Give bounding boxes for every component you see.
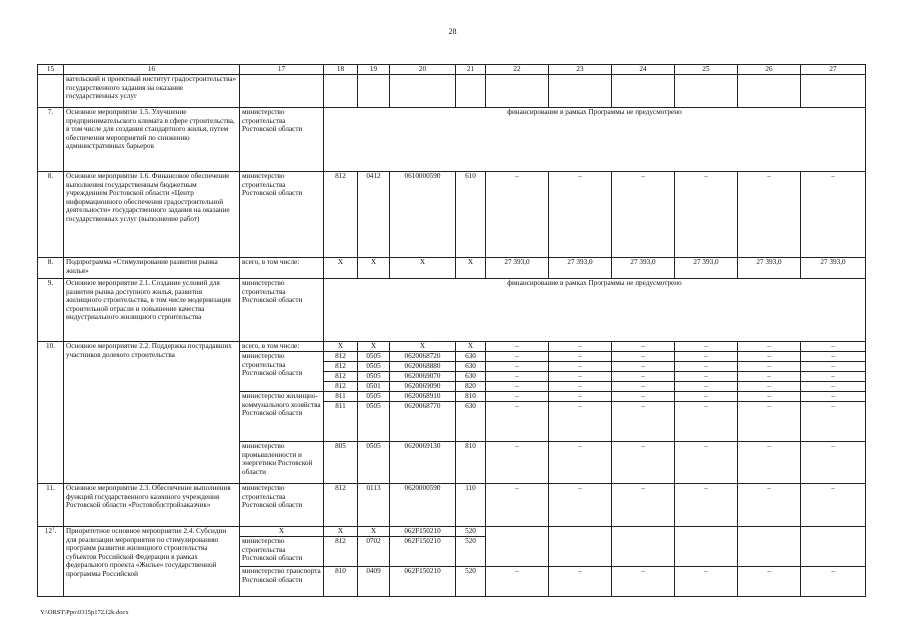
cell-csr: 062F150210 — [390, 527, 456, 537]
cell-value: – — [612, 382, 675, 392]
cell-rzpr: 0505 — [358, 352, 390, 362]
cell-value: – — [612, 442, 675, 484]
cell-value: – — [738, 372, 801, 382]
cell-vr: 630 — [456, 402, 486, 442]
cell-value: – — [738, 402, 801, 442]
row-number: 9. — [38, 279, 64, 342]
cell-csr: 0620069090 — [390, 382, 456, 392]
cell-vr: X — [456, 342, 486, 352]
cell-vr: 820 — [456, 382, 486, 392]
table-row — [38, 484, 866, 527]
cell-value: – — [612, 484, 675, 527]
cell-vr: 610 — [456, 172, 486, 258]
col-header: 15 — [38, 65, 64, 75]
cell-rzpr: 0412 — [358, 172, 390, 258]
cell-value: – — [486, 392, 549, 402]
cell-vr: 810 — [456, 442, 486, 484]
row-number-superscript: 1 — [51, 526, 55, 532]
cell-csr: 0620068880 — [390, 362, 456, 372]
cell-grbs: 812 — [324, 484, 358, 527]
cell-value: – — [738, 172, 801, 258]
col-header: 20 — [390, 65, 456, 75]
table-row — [38, 279, 866, 342]
cell-value: – — [549, 352, 612, 362]
row-description: Основное мероприятие 1.6. Финансовое обеспечение выполнения государственным бюджетным учреждением Ростовской области «Центр информационного обеспечения градостроительной деятельности» государственного задания на оказание государственных услуг (выполнение работ) — [64, 172, 240, 258]
cell-value: – — [675, 372, 738, 382]
row-description: Основное мероприятие 1.5. Улучшение предпринимательского климата в сфере строительства, в том числе для создания стандартного жилья, путем обеспечения мероприятий по снижению административных барьеров — [64, 108, 240, 172]
table-row — [38, 258, 866, 279]
cell-value: – — [675, 382, 738, 392]
cell-value: 27 393,0 — [675, 258, 738, 279]
cell-rzpr: 0505 — [358, 402, 390, 442]
budget-table — [37, 64, 866, 597]
cell-value: 27 393,0 — [549, 258, 612, 279]
col-header: 25 — [675, 65, 738, 75]
cell-value: – — [612, 402, 675, 442]
cell-value: – — [612, 172, 675, 258]
cell-rzpr: 0501 — [358, 382, 390, 392]
cell-value: – — [486, 362, 549, 372]
row-executor: министерство строительства Ростовской области — [240, 279, 324, 342]
row-number: 11. — [38, 484, 64, 527]
cell-rzpr: 0505 — [358, 362, 390, 372]
row-description: Основное мероприятие 2.2. Поддержка пострадавших участников долевого строительства — [64, 342, 240, 484]
cell-value: – — [549, 172, 612, 258]
cell-rzpr: 0505 — [358, 372, 390, 382]
cell-value: – — [801, 342, 866, 352]
cell-value: – — [675, 442, 738, 484]
cell-value: – — [612, 362, 675, 372]
row-executor: X — [240, 527, 324, 537]
row-description: Подпрограмма «Стимулирование развития рынка жилья» — [64, 258, 240, 279]
cell-csr: 0620068770 — [390, 402, 456, 442]
page-number: 28 — [448, 27, 457, 36]
cell-grbs: X — [324, 527, 358, 537]
row-description: Приоритетное основное мероприятие 2.4. Субсидии для реализации мероприятия по стимулированию программ развития жилищного строительства субъектов Российской Федерации в рамках федерального проекта «Жилье» государственной программы Российской — [64, 527, 240, 597]
row-number: $12^1$. — [38, 527, 64, 597]
table-row — [38, 342, 866, 352]
cell-vr: 520 — [456, 537, 486, 567]
cell-value: – — [549, 372, 612, 382]
col-header: 27 — [801, 65, 866, 75]
cell-value: – — [486, 484, 549, 527]
col-header: 19 — [358, 65, 390, 75]
cell-value: – — [549, 342, 612, 352]
cell-rzpr: X — [358, 342, 390, 352]
cell-grbs: 812 — [324, 172, 358, 258]
cell-rzpr: 0409 — [358, 567, 390, 597]
row-executor: министерство транспорта Ростовской области — [240, 567, 324, 597]
cell-value: – — [801, 567, 866, 597]
cell-csr: X — [390, 342, 456, 352]
cell-value: – — [801, 402, 866, 442]
row-number: 10. — [38, 342, 64, 484]
col-header: 24 — [612, 65, 675, 75]
cell-grbs: 811 — [324, 392, 358, 402]
cell-grbs: 805 — [324, 442, 358, 484]
cell-value: – — [738, 484, 801, 527]
cell-value: – — [486, 567, 549, 597]
row-number: 7. — [38, 108, 64, 172]
cell-rzpr: 0505 — [358, 442, 390, 484]
cell-value: 27 393,0 — [801, 258, 866, 279]
col-header: 18 — [324, 65, 358, 75]
cell-value: – — [612, 372, 675, 382]
row-executor: министерство строительства Ростовской области — [240, 484, 324, 527]
row-executor: министерство промышленности и энергетики Ростовской области — [240, 442, 324, 484]
cell-value: – — [675, 362, 738, 372]
cell-value: – — [612, 352, 675, 362]
cell-grbs: 810 — [324, 567, 358, 597]
cell-vr: 630 — [456, 362, 486, 372]
cell-value: – — [801, 172, 866, 258]
cell-value: – — [549, 362, 612, 372]
cell-value: – — [486, 342, 549, 352]
col-header: 22 — [486, 65, 549, 75]
row-executor: министерство строительства Ростовской области — [240, 352, 324, 392]
table-row — [38, 172, 866, 258]
cell-value: 27 393,0 — [738, 258, 801, 279]
cell-value: – — [549, 442, 612, 484]
cell-value: – — [675, 172, 738, 258]
cell-grbs: X — [324, 342, 358, 352]
cell-value: – — [801, 392, 866, 402]
cell-vr: 520 — [456, 567, 486, 597]
cell-csr: 062F150210 — [390, 537, 456, 567]
col-header: 17 — [240, 65, 324, 75]
cell-csr: 062F150210 — [390, 567, 456, 597]
row-executor: министерство строительства Ростовской области — [240, 537, 324, 567]
cell-vr: 630 — [456, 372, 486, 382]
col-header: 16 — [64, 65, 240, 75]
cell-value: – — [486, 442, 549, 484]
header-row — [38, 65, 866, 75]
cell-value: – — [549, 392, 612, 402]
row-number: 8. — [38, 258, 64, 279]
cell-value: – — [486, 352, 549, 362]
cell-grbs: 812 — [324, 382, 358, 392]
cell-rzpr: 0702 — [358, 537, 390, 567]
cell-vr: 110 — [456, 484, 486, 527]
row-description: вательский и проектный институт градостроительства» государственного задания на оказание государственных услуг — [64, 75, 240, 108]
table-row — [38, 108, 866, 172]
row-executor: министерство строительства Ростовской области — [240, 108, 324, 172]
cell-value: – — [486, 402, 549, 442]
cell-value: – — [801, 484, 866, 527]
cell-value: – — [675, 484, 738, 527]
table-row — [38, 75, 866, 108]
financing-note: финансирование в рамках Программы не предусмотрено — [324, 279, 866, 342]
cell-vr: 520 — [456, 527, 486, 537]
cell-grbs: 812 — [324, 372, 358, 382]
row-executor: всего, в том числе: — [240, 342, 324, 352]
cell-csr: 0620069130 — [390, 442, 456, 484]
cell-grbs: 812 — [324, 362, 358, 372]
cell-value: 27 393,0 — [486, 258, 549, 279]
cell-value: – — [738, 352, 801, 362]
row-executor: министерство строительства Ростовской области — [240, 172, 324, 258]
row-number: 8. — [38, 172, 64, 258]
cell-rzpr: 0505 — [358, 392, 390, 402]
cell-value: – — [549, 567, 612, 597]
cell-value: – — [675, 392, 738, 402]
cell-vr: X — [456, 258, 486, 279]
financing-note: финансирование в рамках Программы не предусмотрено — [324, 108, 866, 172]
cell-csr: X — [390, 258, 456, 279]
cell-value: – — [675, 402, 738, 442]
cell-value: – — [738, 392, 801, 402]
cell-value: – — [738, 382, 801, 392]
cell-value: – — [675, 342, 738, 352]
cell-value: – — [549, 484, 612, 527]
cell-value: – — [738, 442, 801, 484]
cell-value: – — [738, 362, 801, 372]
cell-grbs: X — [324, 258, 358, 279]
cell-vr: 630 — [456, 352, 486, 362]
cell-value: – — [549, 382, 612, 392]
cell-value: – — [486, 382, 549, 392]
cell-value: – — [738, 567, 801, 597]
file-path-footer: Y:\ORST\Ppo\0315p172.f2k.docx — [40, 609, 129, 616]
cell-grbs: 812 — [324, 537, 358, 567]
cell-value: – — [612, 567, 675, 597]
row-number-main: 12 — [44, 527, 52, 535]
cell-value: – — [738, 342, 801, 352]
row-description: Основное мероприятие 2.3. Обеспечение выполнения функций государственного казенного учреждения Ростовской области «Ростовоблстройзаказчик» — [64, 484, 240, 527]
cell-value: – — [612, 392, 675, 402]
cell-value: – — [612, 342, 675, 352]
cell-csr: 0620000590 — [390, 484, 456, 527]
col-header: 21 — [456, 65, 486, 75]
cell-vr: 810 — [456, 392, 486, 402]
cell-rzpr: 0113 — [358, 484, 390, 527]
col-header: 23 — [549, 65, 612, 75]
cell-value: – — [675, 567, 738, 597]
cell-rzpr: X — [358, 527, 390, 537]
col-header: 26 — [738, 65, 801, 75]
cell-value: – — [486, 172, 549, 258]
cell-value: – — [549, 402, 612, 442]
cell-value: – — [801, 442, 866, 484]
row-executor: всего, в том числе: — [240, 258, 324, 279]
cell-csr: 0610000590 — [390, 172, 456, 258]
table-row — [38, 527, 866, 537]
cell-value: – — [801, 352, 866, 362]
cell-rzpr: X — [358, 258, 390, 279]
cell-csr: 0620069070 — [390, 372, 456, 382]
cell-value: – — [801, 382, 866, 392]
cell-grbs: 811 — [324, 402, 358, 442]
cell-value: 27 393,0 — [612, 258, 675, 279]
row-executor: министерство жилищно-коммунального хозяйства Ростовской области — [240, 392, 324, 442]
cell-value: – — [801, 372, 866, 382]
cell-csr: 0620068720 — [390, 352, 456, 362]
cell-value: – — [486, 372, 549, 382]
cell-csr: 0620068910 — [390, 392, 456, 402]
row-description: Основное мероприятие 2.1. Создание условий для развития рынка доступного жилья, развития жилищного строительства, в том числе модернизация строительной отрасли и повышение качества индустриального жилищного строительства — [64, 279, 240, 342]
cell-value: – — [801, 362, 866, 372]
cell-grbs: 812 — [324, 352, 358, 362]
cell-value: – — [675, 352, 738, 362]
